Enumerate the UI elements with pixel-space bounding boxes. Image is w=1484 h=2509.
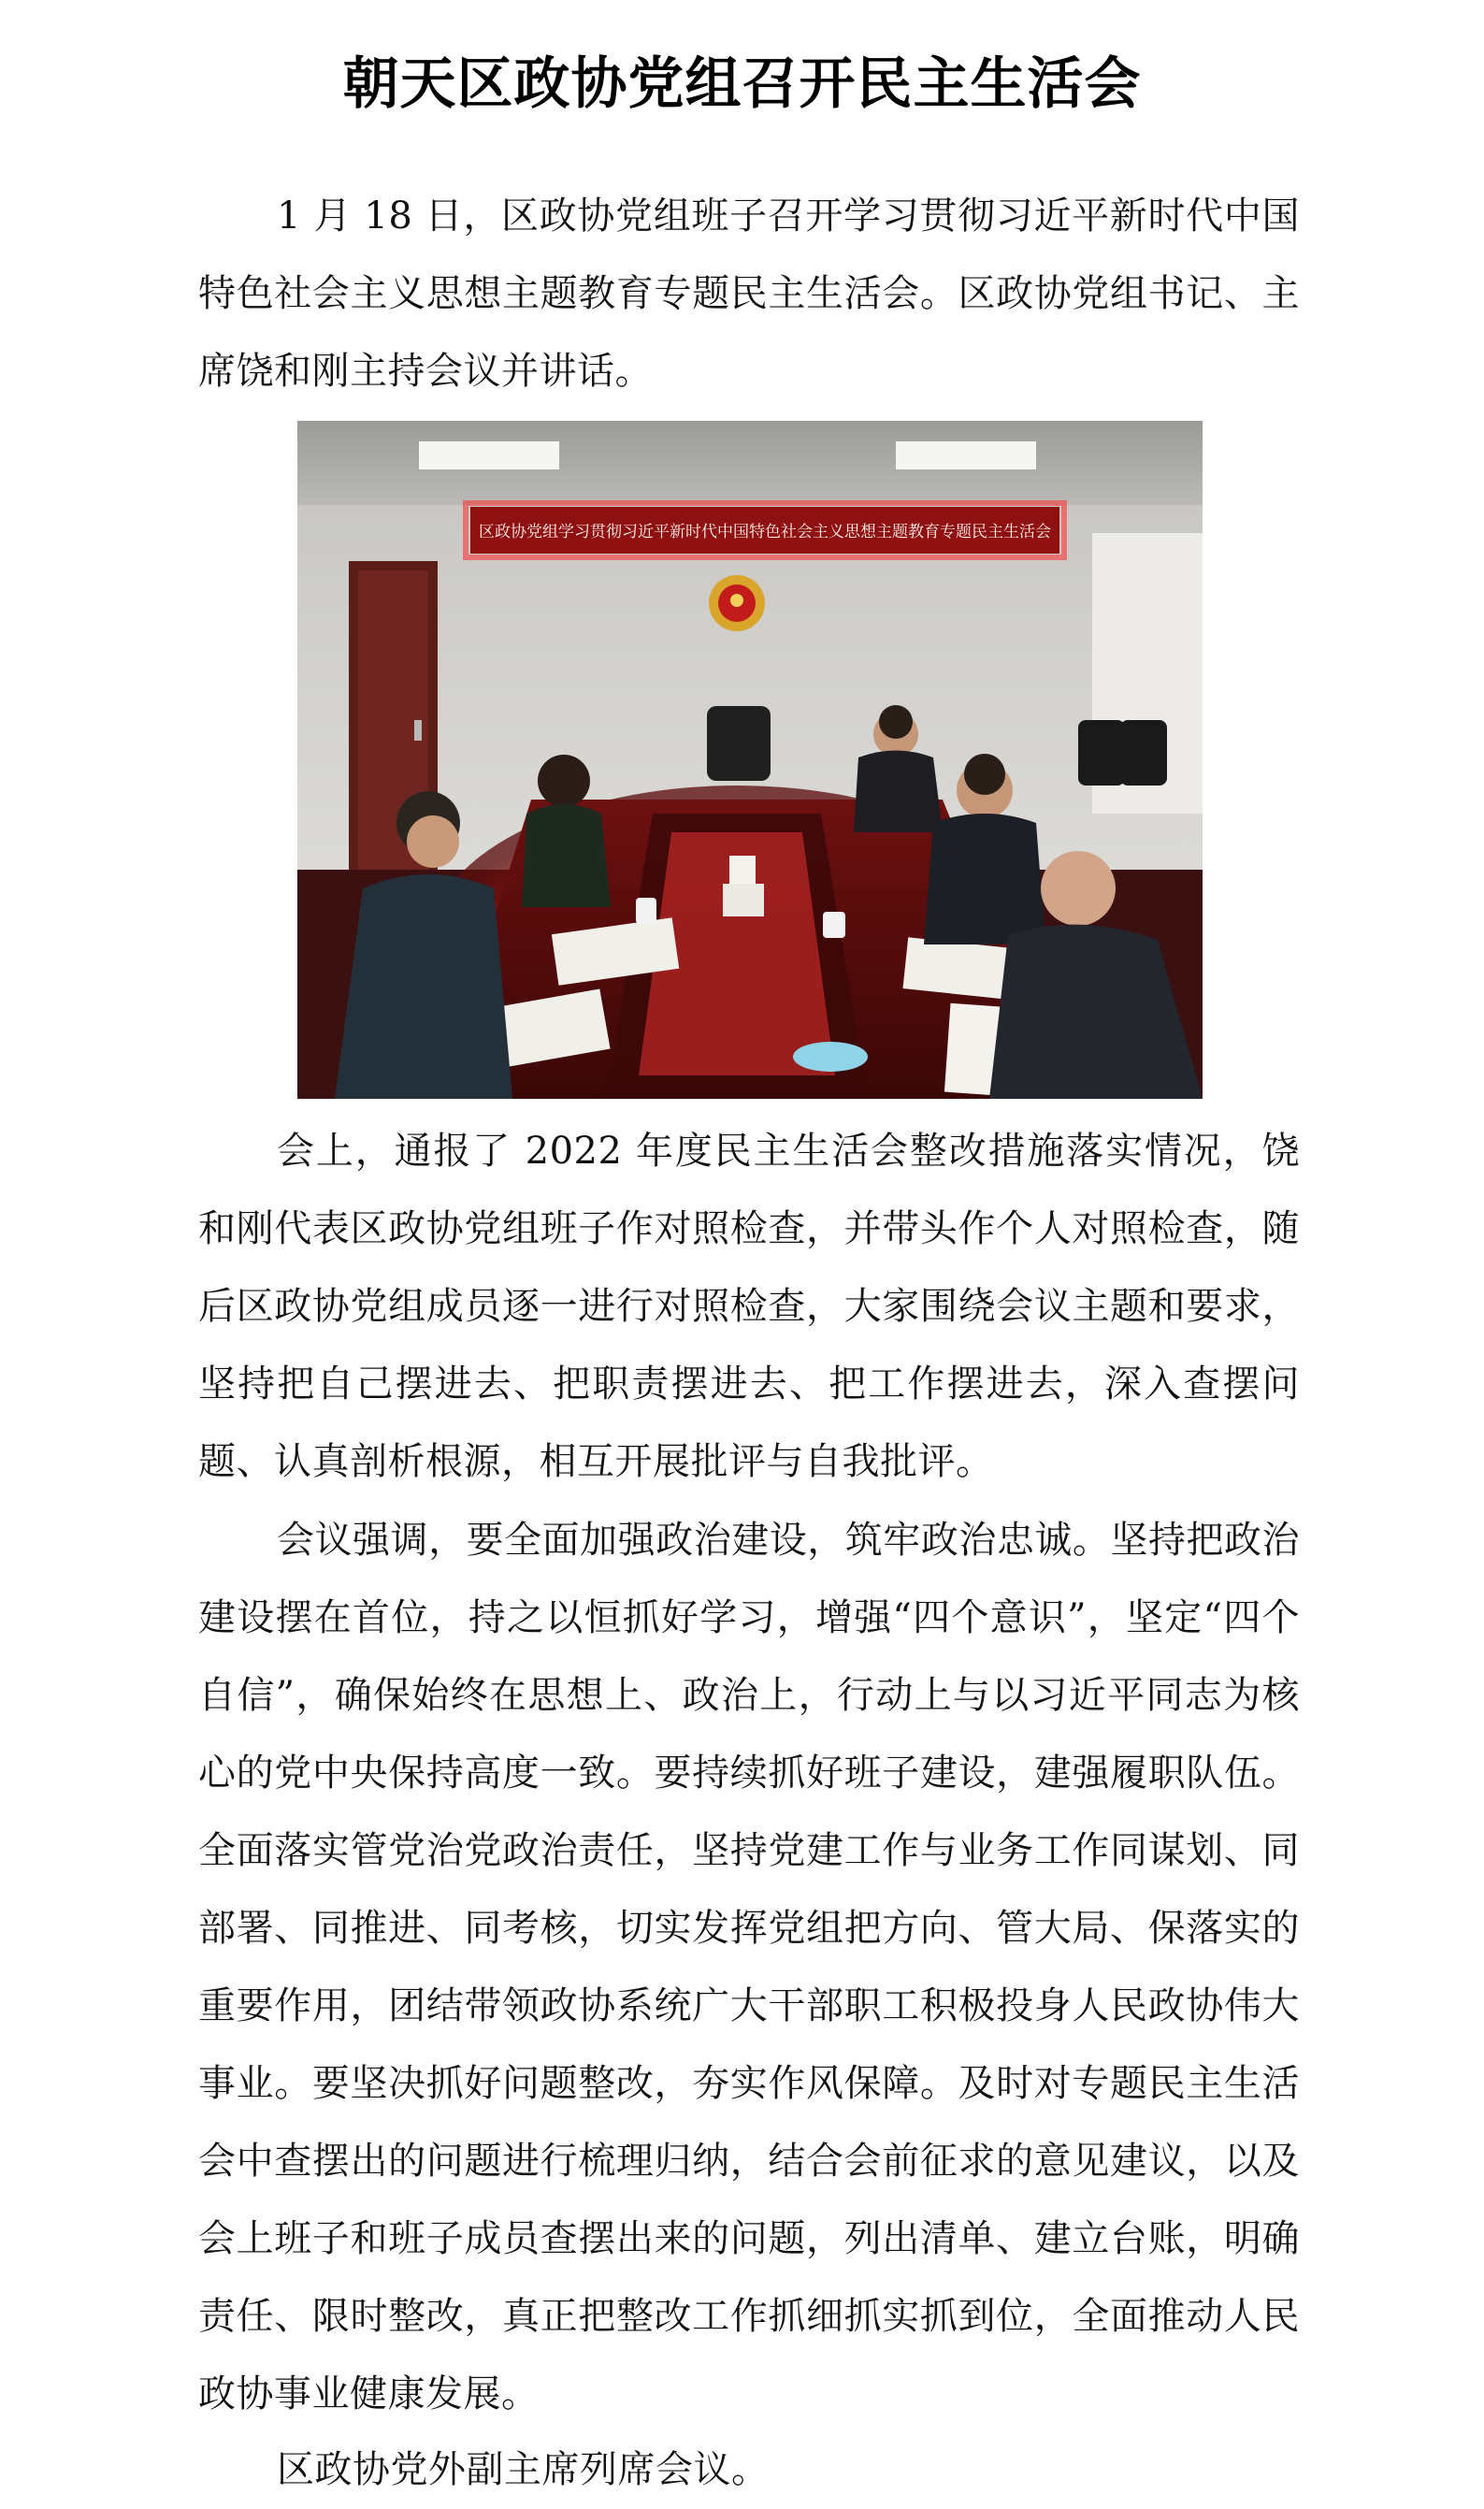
- person: [538, 755, 590, 807]
- banner-text: 区政协党组学习贯彻习近平新时代中国特色社会主义思想主题教育专题民主生活会: [479, 523, 1051, 541]
- person: [1041, 851, 1116, 926]
- cup: [636, 898, 656, 924]
- paragraph-meeting-emphasis: 会议强调，要全面加强政治建设，筑牢政治忠诚。坚持把政治建设摆在首位，持之以恒抓好学习，增强“四个意识”，坚定“四个自信”，确保始终在思想上、政治上，行动上与以习近平同志为核心的党中央保持高度一致。要持续抓好班子建设，建强履职队伍。全面落实管党治党政治责任，坚持党建工作与业务工作同谋划、同部署、同推进、同考核，切实发挥党组把方向、管大局、保落实的重要作用，团结带领政协系统广大干部职工积极投身人民政协伟大事业。要坚决抓好问题整改，夯实作风保障。及时对专题民主生活会中查摆出的问题进行梳理归纳，结合会前征求的意见建议，以及会上班子和班子成员查摆出来的问题，列出清单、建立台账，明确责任、限时整改，真正把整改工作抓细抓实抓到位，全面推动人民政协事业健康发展。: [198, 1519, 1300, 2415]
- chair: [1120, 720, 1167, 786]
- ceiling-light: [419, 441, 559, 469]
- paragraph-attendance: 区政协党外副主席列席会议。: [277, 2448, 770, 2491]
- ceiling-light: [896, 441, 1036, 469]
- meeting-photo-illustration: [297, 421, 1203, 1099]
- chair: [1078, 720, 1125, 786]
- cup: [823, 912, 845, 938]
- chair: [707, 706, 771, 781]
- article-title: 朝天区政协党组召开民主生活会: [342, 51, 1142, 118]
- paragraph-intro: 1 月 18 日，区政协党组班子召开学习贯彻习近平新时代中国特色社会主义思想主题教育专题民主生活会。区政协党组书记、主席饶和刚主持会议并讲话。: [198, 195, 1300, 393]
- meeting-photo: [297, 421, 1203, 1099]
- mask: [793, 1042, 868, 1072]
- paragraph-meeting-content: 会上，通报了 2022 年度民主生活会整改措施落实情况，饶和刚代表区政协党组班子作对照检查，并带头作个人对照检查，随后区政协党组成员逐一进行对照检查，大家围绕会议主题和要求，坚持把自己摆进去、把职责摆进去、把工作摆进去，深入查摆问题、认真剖析根源，相互开展批评与自我批评。: [198, 1130, 1300, 1483]
